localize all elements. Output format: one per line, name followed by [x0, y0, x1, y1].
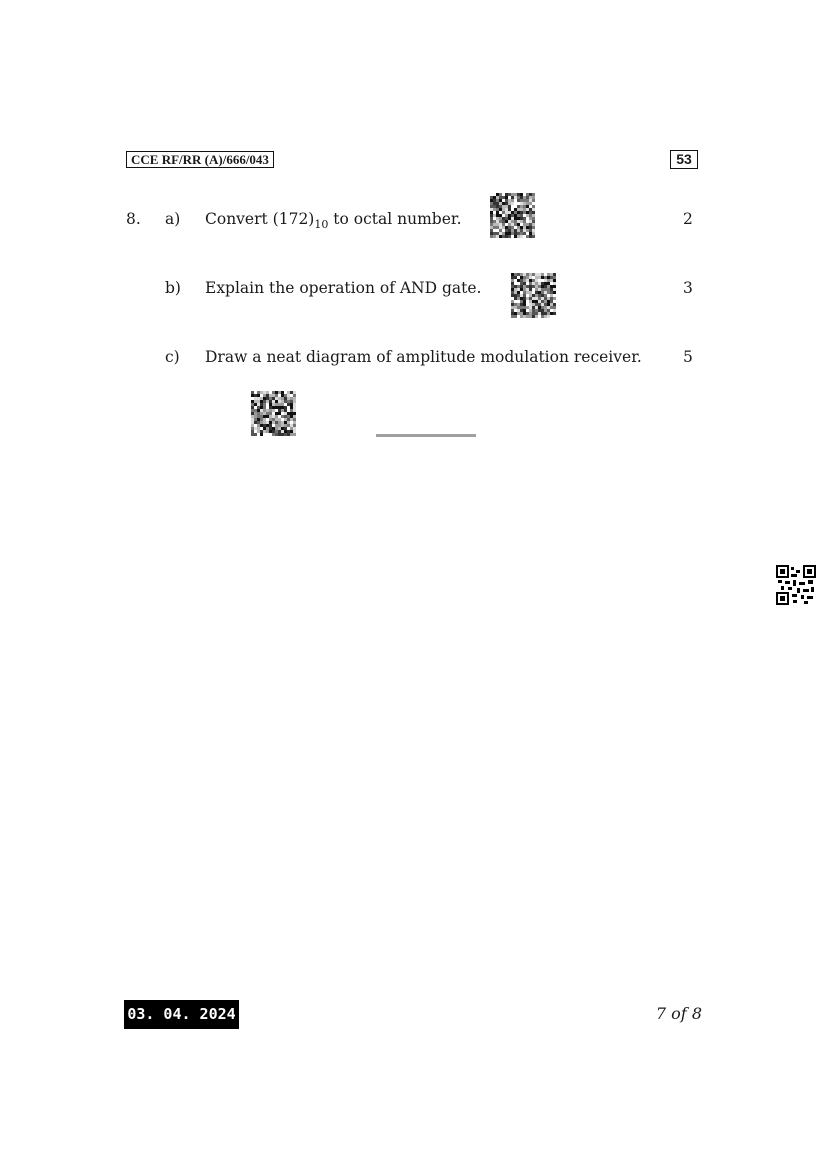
page-number: 7 of 8: [655, 1004, 702, 1023]
part-c-text: Draw a neat diagram of amplitude modulation receiver.: [205, 348, 642, 366]
part-c-label: c): [165, 348, 180, 366]
part-b-marks: 3: [683, 279, 693, 297]
part-c-marks: 5: [683, 348, 693, 366]
qr-code-icon: [490, 193, 535, 238]
paper-code: CCE RF/RR (A)/666/043: [126, 151, 274, 168]
part-a-subscript: 10: [314, 218, 329, 231]
part-a-marks: 2: [683, 210, 693, 228]
part-b-label: b): [165, 279, 181, 297]
page-code: 53: [670, 150, 698, 169]
part-a-label: a): [165, 210, 181, 228]
qr-code-icon: [511, 273, 556, 318]
exam-date: 03. 04. 2024: [124, 1000, 239, 1029]
qr-code-icon: [251, 391, 296, 436]
end-of-questions-rule: [376, 434, 476, 437]
part-a-text: [205, 209, 462, 235]
part-a-text-after: to octal number.: [328, 210, 462, 228]
question-number: 8.: [126, 210, 141, 228]
qr-code-icon: [776, 565, 816, 605]
part-a-text-before: Convert (172): [205, 210, 315, 228]
part-b-text: Explain the operation of AND gate.: [205, 279, 482, 297]
